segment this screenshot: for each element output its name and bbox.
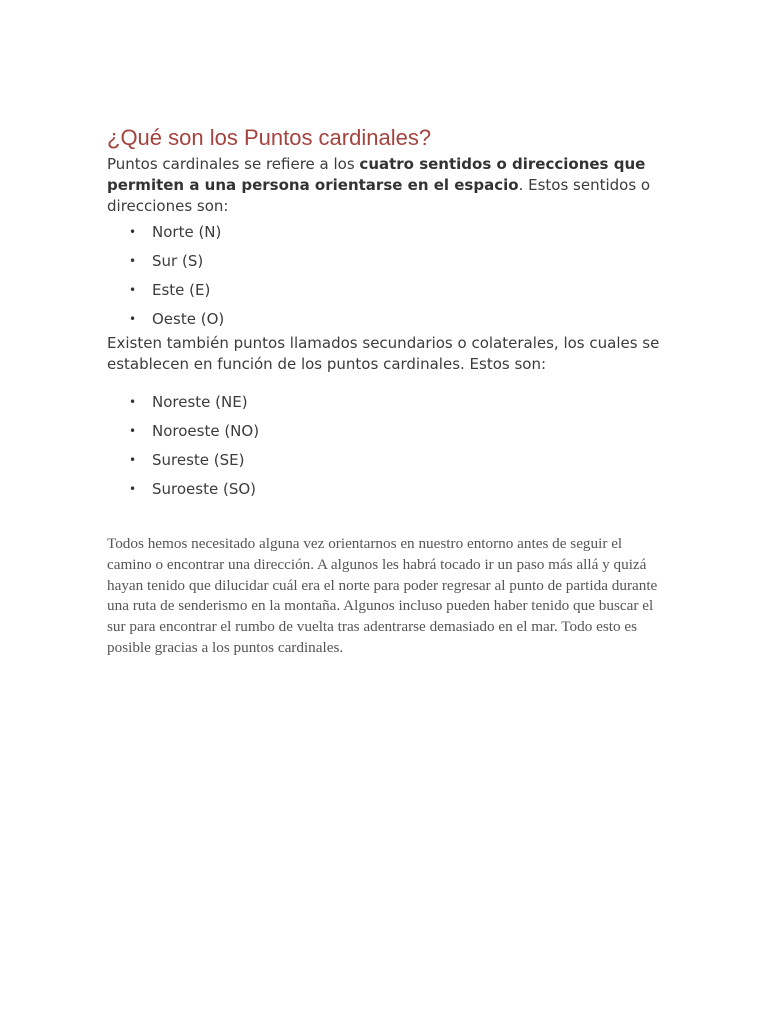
secondary-points-list [107,392,667,500]
intro-paragraph [107,154,667,217]
intro-lead: Puntos cardinales se refiere a los [107,155,360,173]
document-page [107,124,667,659]
list-item [107,421,667,442]
list-item [107,479,667,500]
list-item-label: Noreste (NE) [152,393,248,411]
bullet-icon: • [129,453,137,467]
bullet-icon: • [129,424,137,438]
list-item [107,280,667,301]
bullet-icon: • [129,254,137,268]
list-item-label: Sureste (SE) [152,451,245,469]
list-item-label: Suroeste (SO) [152,480,256,498]
cardinal-points-list [107,222,667,330]
bullet-icon: • [129,312,137,326]
list-item [107,392,667,413]
list-item-label: Este (E) [152,281,211,299]
secondary-points-intro: Existen también puntos llamados secundarios o colaterales, los cuales se establecen en función de los puntos cardinales. Estos son: [107,334,660,373]
page-title: ¿Qué son los Puntos cardinales? [107,125,432,150]
bullet-icon: • [129,225,137,239]
closing-paragraph: Todos hemos necesitado alguna vez orientarnos en nuestro entorno antes de seguir el camino o encontrar una dirección. A algunos les habrá tocado ir un paso más allá y quizá hayan tenido que dilucidar cuál era el norte para poder regresar al punto de partida durante una ruta de senderismo en la montaña. Algunos incluso pueden haber tenido que buscar el sur para encontrar el rumbo de vuelta tras adentrarse demasiado en el mar. Todo esto es posible gracias a los puntos cardinales. [107,535,658,656]
list-item-label: Norte (N) [152,223,222,241]
list-item [107,251,667,272]
list-item-label: Sur (S) [152,252,204,270]
list-item [107,450,667,471]
bullet-icon: • [129,283,137,297]
list-item-label: Oeste (O) [152,310,225,328]
intro-tail: . Estos sentidos o direcciones son: [107,176,651,215]
list-item [107,309,667,330]
list-item-label: Noroeste (NO) [152,422,260,440]
bullet-icon: • [129,482,137,496]
intro-bold: cuatro sentidos o direcciones que permiten a una persona orientarse en el espacio [107,155,646,194]
bullet-icon: • [129,395,137,409]
list-item [107,222,667,243]
